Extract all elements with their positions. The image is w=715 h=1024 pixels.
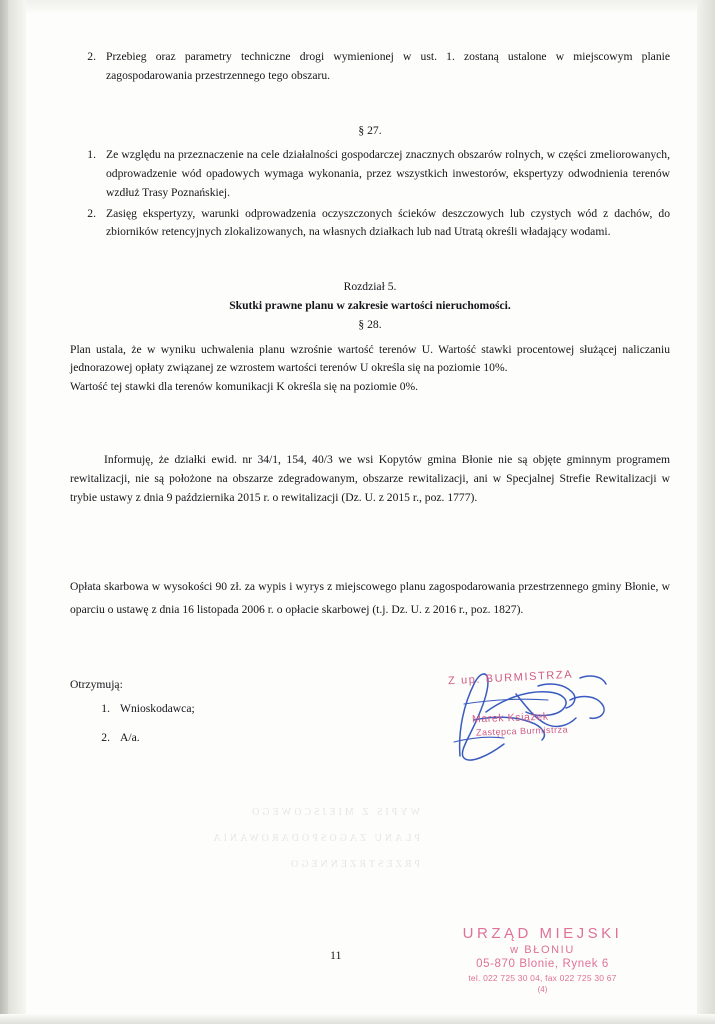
scan-left-dark-edge — [0, 0, 8, 1024]
paragraph-28-body: Plan ustala, że w wyniku uchwalenia planu wzrośnie wartość terenów U. Wartość stawki procentowej służącej naliczaniu jednorazowej opłaty związanej ze wzrostem wartości terenów U określa się na poziomie 10%. — [70, 342, 670, 375]
office-stamp — [405, 925, 680, 994]
paragraph-28-heading: § 28. — [358, 317, 382, 331]
list-item-text: Ze względu na przeznaczenie na cele działalności gospodarczej znacznych obszarów rolnych, w części zmeliorowanych, odprowadzenie wód opadowych wymaga wykonania, przez wszystkich inwestorów, ekspertyzy odwodnienia terenów wzdłuż Trasy Poznańskiej. — [106, 148, 670, 199]
stamp-duty-paragraph: Opłata skarbowa w wysokości 90 zł. za wypis i wyrys z miejscowego planu zagospodarowania przestrzennego gminy Błonie, w oparciu o ustawę z dnia 16 listopada 2006 r. o opłacie skarbowej (t.j. Dz. U. z 2016 r., poz. 1827). — [70, 580, 670, 617]
spacer — [70, 244, 670, 278]
signature-title: Z up. BURMISTRZA — [447, 668, 574, 688]
list-item-text: Wnioskodawca; — [120, 702, 195, 716]
chapter-5-label: Rozdział 5. — [343, 280, 397, 294]
list-item-number: 1. — [101, 702, 110, 716]
list-item-number: 1. — [87, 148, 96, 162]
list-item — [70, 146, 670, 202]
list-item-text: Zasięg ekspertyzy, warunki odprowadzenia oczyszczonych ścieków deszczowych lub czystych wód z dachów, do zbiorników retencyjnych zlokalizowanych, na własnych działkach lub nad Utratą określi władający wodami. — [106, 206, 670, 239]
spacer — [70, 431, 670, 451]
bleed-line-1: WYPIS Z MIEJSCOWEGO — [249, 807, 420, 818]
list-item — [70, 48, 670, 86]
list-item-number: 2. — [87, 50, 96, 63]
spacer — [70, 88, 670, 122]
signature-name: Marek Książek — [471, 710, 549, 726]
page-number: 11 — [330, 948, 342, 962]
chapter-5-title: Skutki prawne planu w zakresie wartości nieruchomości. — [229, 299, 511, 313]
bleed-line-3: PRZESTRZENNEGO — [288, 859, 420, 870]
stamp-office-name: URZĄD MIEJSKI — [462, 925, 623, 942]
paragraph-27-heading: § 27. — [358, 123, 382, 137]
spacer — [70, 541, 670, 575]
list-item-number: 2. — [101, 731, 110, 745]
spacer — [70, 507, 670, 541]
stamp-address: 05-870 Blonie, Rynek 6 — [476, 958, 609, 970]
recipients-label: Otrzymują: — [70, 677, 123, 691]
spacer — [70, 622, 670, 656]
signature-role: Zastępca Burmistrza — [475, 724, 569, 738]
spacer — [70, 397, 670, 431]
bleed-through-text — [100, 800, 420, 878]
list-item — [70, 205, 670, 243]
list-item-text: A/a. — [120, 731, 140, 745]
list-item-text: Przebieg oraz parametry techniczne drogi wymienionej w ust. 1. zostaną ustalone w miejscowym planie zagospodarowania przestrzennego tego obszaru. — [106, 50, 670, 82]
stamp-code: (4) — [537, 985, 548, 994]
scan-right-edge — [697, 0, 715, 1024]
bleed-line-2: PLANU ZAGOSPODAROWANIA — [210, 833, 420, 844]
paragraph-28-body-2: Wartość tej stawki dla terenów komunikacji K określa się na poziomie 0%. — [70, 380, 419, 394]
signature-block — [430, 660, 660, 770]
stamp-contact: tel. 022 725 30 04, fax 022 725 30 67 — [468, 973, 617, 983]
scan-top-edge — [0, 0, 715, 14]
revitalisation-notice: Informuję, że działki ewid. nr 34/1, 154, 40/3 we wsi Kopytów gmina Błonie nie są objęte gminnym programem rewitalizacji, nie są położone na obszarze zdegradowanym, obszarze rewitalizacji, ani w Specjalnej Strefie Rewitalizacji w trybie ustawy z dnia 9 października 2015 r. o rewitalizacji (Dz. U. z 2015 r., poz. 1777). — [70, 452, 670, 504]
document-body — [70, 48, 670, 758]
scan-bottom-edge — [0, 1014, 715, 1024]
stamp-city: w BŁONIU — [510, 944, 575, 956]
list-item-number: 2. — [87, 206, 96, 220]
